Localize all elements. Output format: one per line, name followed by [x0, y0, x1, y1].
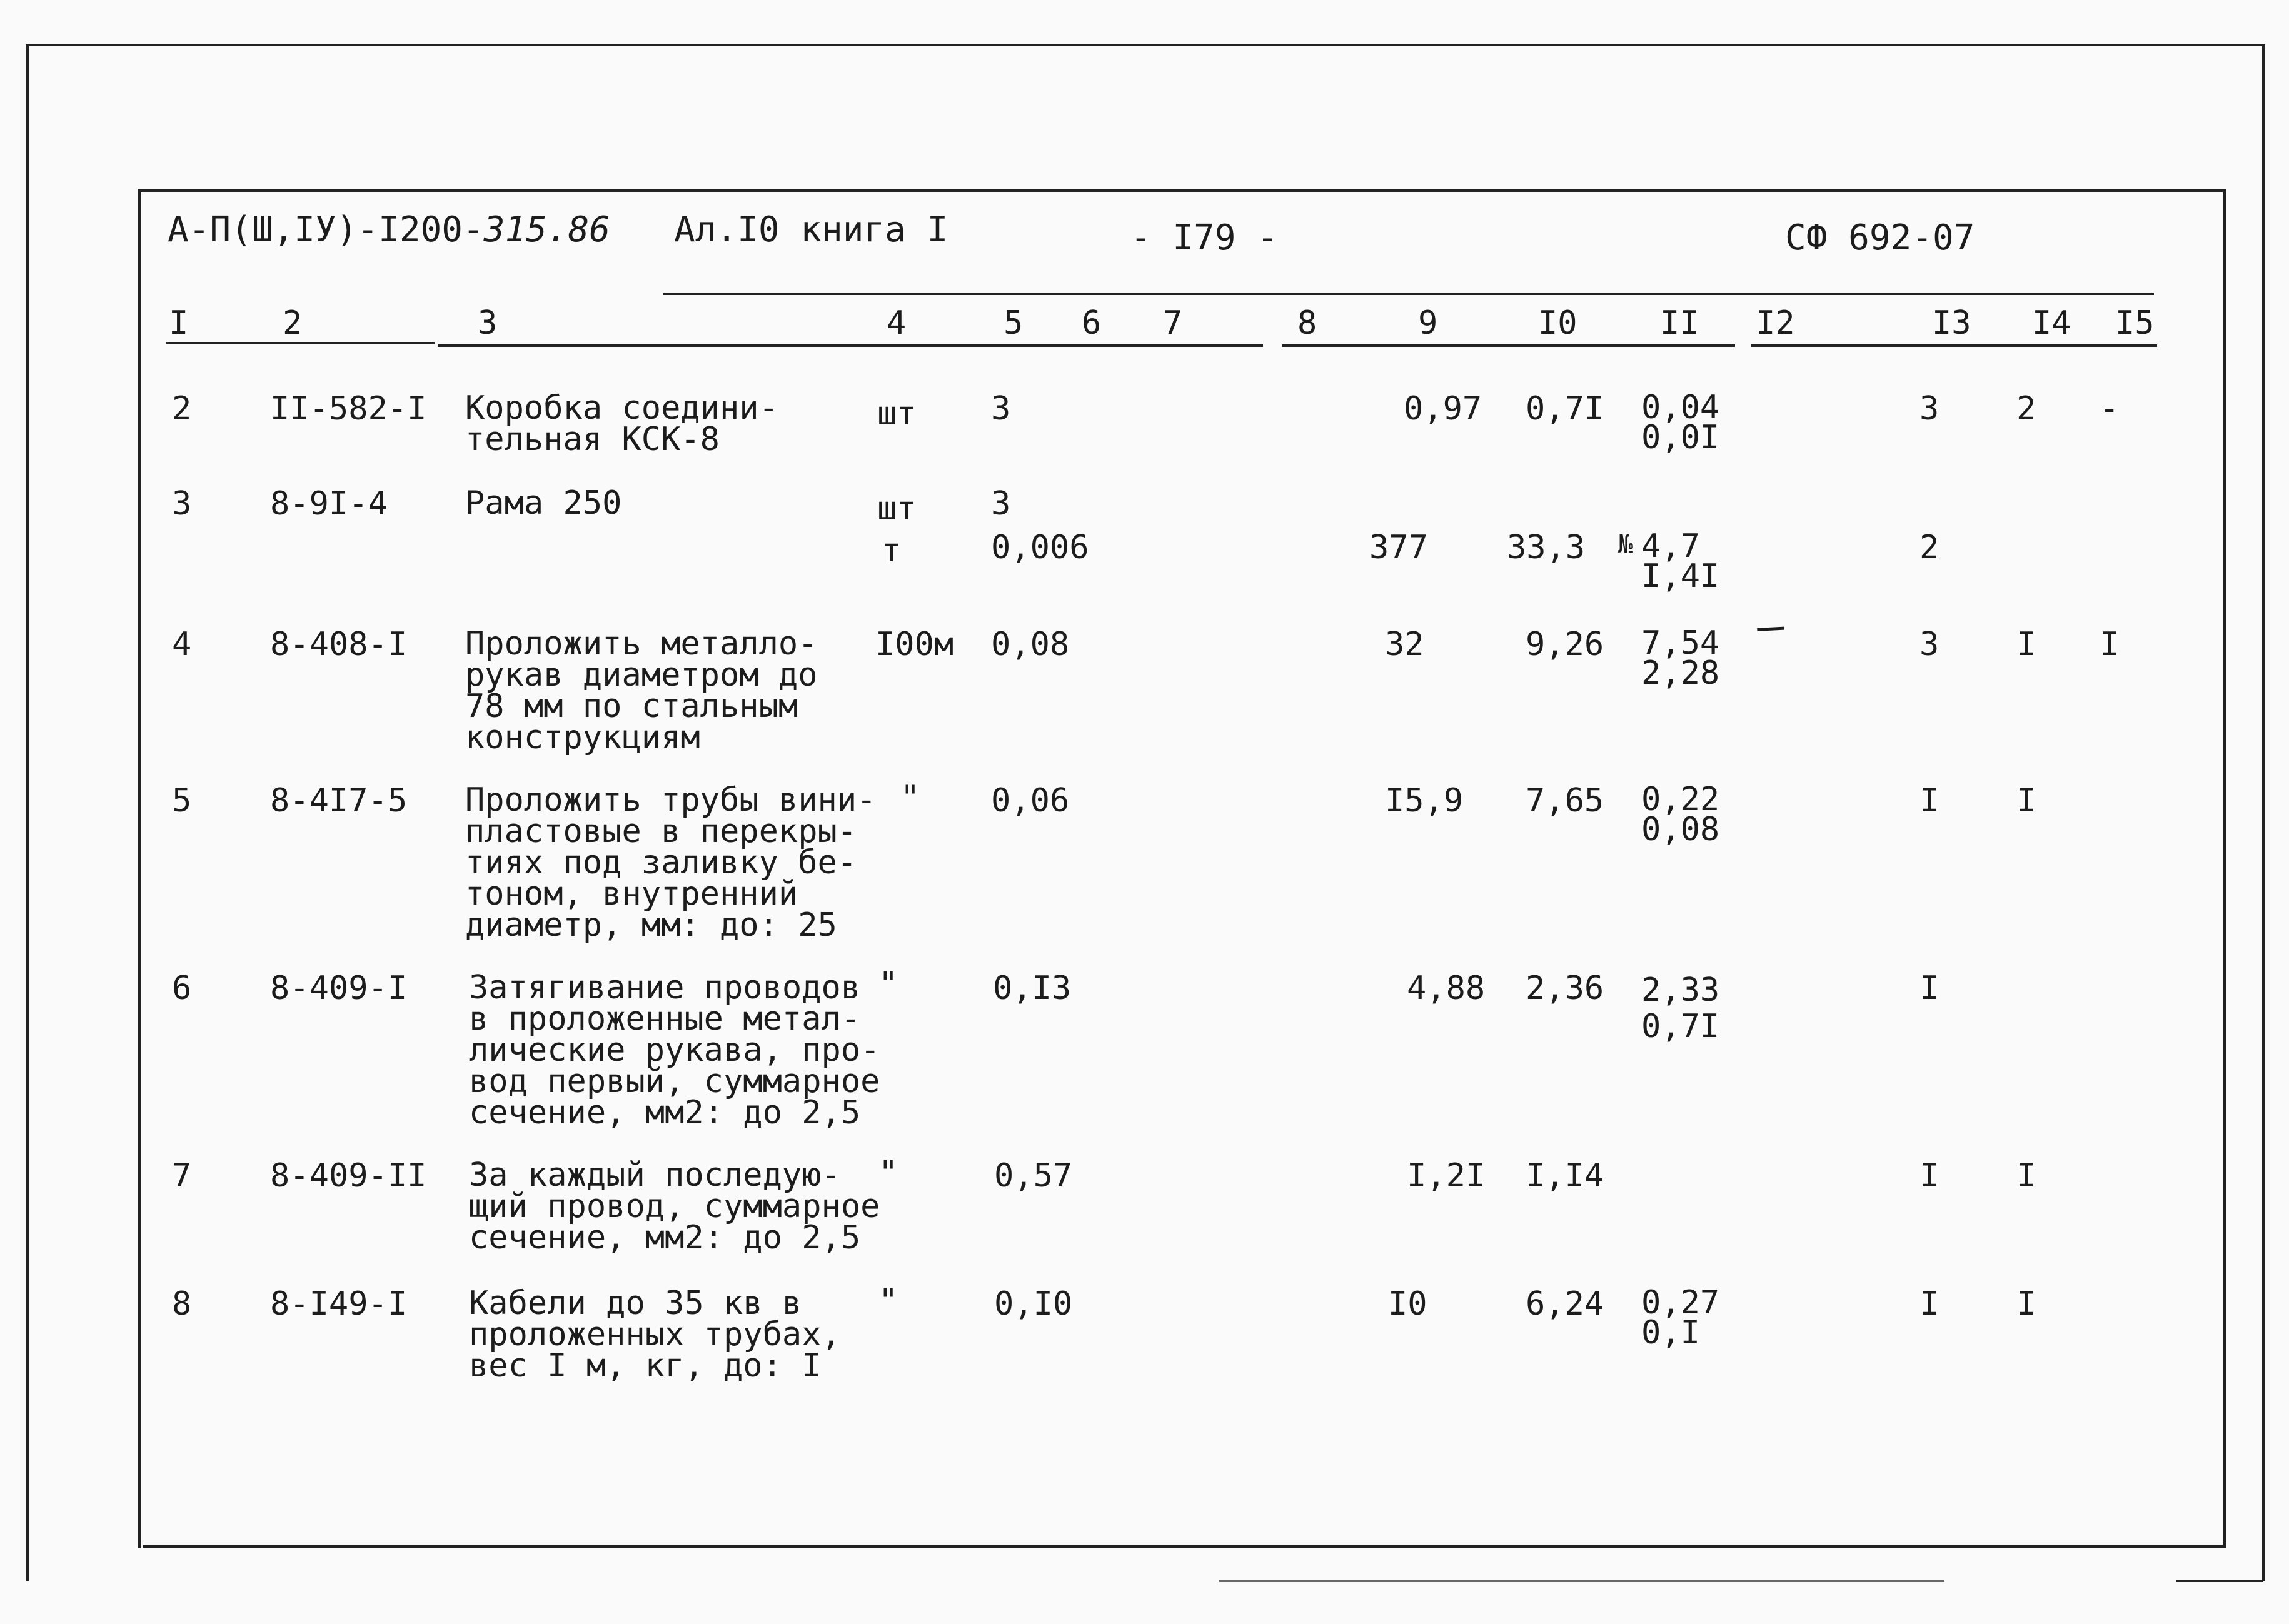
value-col-10: I,I4	[1526, 1157, 1604, 1195]
item-code: II-582-I	[270, 390, 427, 428]
quantity: 0,I3	[993, 970, 1072, 1007]
row-number: 6	[172, 970, 192, 1007]
value-col-14: I	[2016, 626, 2036, 663]
column-header: I2	[1756, 304, 1795, 342]
value-col-10: 33,3	[1507, 529, 1586, 566]
value-col-13: 2	[1919, 529, 1939, 566]
quantity-secondary: 0,006	[991, 529, 1089, 566]
item-description: Проложить трубы вини- пластовые в перекры- тиях под заливку бе- тоном, внутренний диаметр, мм: до: 25	[465, 781, 877, 944]
item-description: Кабели до 35 кв в проложенных трубах, вес I м, кг, до: I	[469, 1285, 841, 1385]
unit: "	[878, 1282, 898, 1320]
inner-frame-top	[138, 189, 2226, 192]
quantity: 0,57	[994, 1157, 1073, 1195]
item-description: Затягивание проводов в проложенные метал- лические рукава, про- вод первый, суммарное сечение, мм2: до 2,5	[469, 969, 880, 1131]
unit: "	[878, 1154, 898, 1191]
item-description: Коробка соедини- тельная КСК-8	[465, 389, 778, 458]
row-number: 3	[172, 485, 192, 523]
item-description: Рама 250	[465, 484, 622, 522]
quantity: 3	[991, 390, 1011, 428]
value-col-9: 32	[1385, 626, 1424, 663]
value-col-12-dash: —	[1755, 598, 1786, 653]
column-header: I3	[1932, 304, 1971, 342]
row-number: 4	[172, 626, 192, 663]
value-col-13: 3	[1919, 390, 1939, 428]
item-description: Проложить металло- рукав диаметром до 78 мм по стальным конструкциям	[465, 625, 818, 756]
value-col-15: I	[2100, 626, 2120, 663]
value-col-11: 0,22 0,08	[1641, 781, 1720, 848]
quantity: 0,I0	[994, 1285, 1073, 1323]
catalog-code: СФ 692-07	[1785, 218, 1975, 258]
document-code	[168, 209, 611, 250]
value-col-9: 377	[1369, 529, 1428, 566]
inner-frame-left	[138, 189, 141, 1548]
value-col-10: 7,65	[1526, 782, 1604, 820]
value-col-11: 7,54 2,28	[1641, 624, 1720, 692]
item-code: 8-409-II	[270, 1157, 427, 1195]
column-header: I0	[1538, 304, 1577, 342]
value-col-9: 0,97	[1404, 390, 1482, 428]
value-col-10: 2,36	[1526, 970, 1604, 1007]
column-header: 4	[887, 304, 907, 342]
value-col-11: 4,7 I,4I	[1641, 528, 1720, 595]
inner-frame-bottom	[143, 1545, 2225, 1548]
value-col-15: -	[2100, 390, 2120, 428]
numero-mark: №	[1618, 530, 1634, 559]
unit: шт	[877, 490, 917, 528]
item-code: 8-4I7-5	[270, 782, 408, 820]
document-code-prefix: А-П(Ш,IУ)-I200-	[168, 209, 484, 250]
quantity: 0,06	[991, 782, 1070, 820]
row-number: 8	[172, 1285, 192, 1323]
sheet-reference: Ал.I0 книга I	[674, 209, 948, 250]
value-col-10: 6,24	[1526, 1285, 1604, 1323]
outer-frame-bottom	[2176, 1580, 2263, 1582]
value-col-9: I,2I	[1407, 1157, 1486, 1195]
item-code: 8-I49-I	[270, 1285, 408, 1323]
item-code: 8-9I-4	[270, 485, 388, 523]
value-col-9: I0	[1388, 1285, 1427, 1323]
header-underline	[1282, 344, 1735, 347]
column-header: 7	[1163, 304, 1183, 342]
outer-frame-left	[26, 44, 29, 1581]
unit: "	[878, 965, 898, 1003]
value-col-13: I	[1919, 1285, 1939, 1323]
value-col-10: 0,7I	[1526, 390, 1604, 428]
row-number: 7	[172, 1157, 192, 1195]
header-underline	[438, 344, 1263, 347]
page-number: - I79 -	[1130, 218, 1279, 258]
value-col-11: 0,27 0,I	[1641, 1284, 1720, 1351]
quantity: 3	[991, 485, 1011, 523]
inner-frame-right	[2223, 189, 2226, 1548]
item-code: 8-408-I	[270, 626, 408, 663]
header-underline	[1751, 344, 2157, 347]
column-header: 8	[1297, 304, 1317, 342]
value-col-14: I	[2016, 782, 2036, 820]
value-col-9: I5,9	[1385, 782, 1464, 820]
value-col-9: 4,88	[1407, 970, 1486, 1007]
column-header: I	[169, 304, 189, 342]
column-header: I4	[2032, 304, 2071, 342]
document-code-suffix: 315.86	[483, 209, 611, 250]
column-header: 9	[1418, 304, 1438, 342]
unit-secondary: т	[882, 532, 902, 569]
row-number: 5	[172, 782, 192, 820]
value-col-10: 9,26	[1526, 626, 1604, 663]
value-col-14: I	[2016, 1285, 2036, 1323]
value-col-14: 2	[2016, 390, 2036, 428]
row-number: 2	[172, 390, 192, 428]
value-col-11: 0,04 0,0I	[1641, 389, 1720, 456]
value-col-14: I	[2016, 1157, 2036, 1195]
value-col-13: I	[1919, 970, 1939, 1007]
column-header: 3	[478, 304, 498, 342]
quantity: 0,08	[991, 626, 1070, 663]
scan-noise-line	[1219, 1580, 1944, 1582]
unit: I00м	[875, 626, 954, 663]
value-col-13: 3	[1919, 626, 1939, 663]
outer-frame-top	[26, 44, 2265, 46]
column-header: 6	[1082, 304, 1102, 342]
outer-frame-right	[2262, 44, 2265, 1581]
column-header: 2	[283, 304, 303, 342]
header-underline	[166, 342, 435, 344]
item-description: За каждый последую- щий провод, суммарное сечение, мм2: до 2,5	[469, 1156, 880, 1256]
unit: шт	[877, 395, 917, 433]
unit: "	[900, 779, 920, 816]
column-header: II	[1660, 304, 1699, 342]
item-code: 8-409-I	[270, 970, 408, 1007]
column-header: I5	[2115, 304, 2155, 342]
value-col-13: I	[1919, 782, 1939, 820]
value-col-11: 2,33 0,7I	[1641, 971, 1720, 1045]
column-header: 5	[1004, 304, 1024, 342]
value-col-13: I	[1919, 1157, 1939, 1195]
header-rule	[663, 293, 2154, 295]
